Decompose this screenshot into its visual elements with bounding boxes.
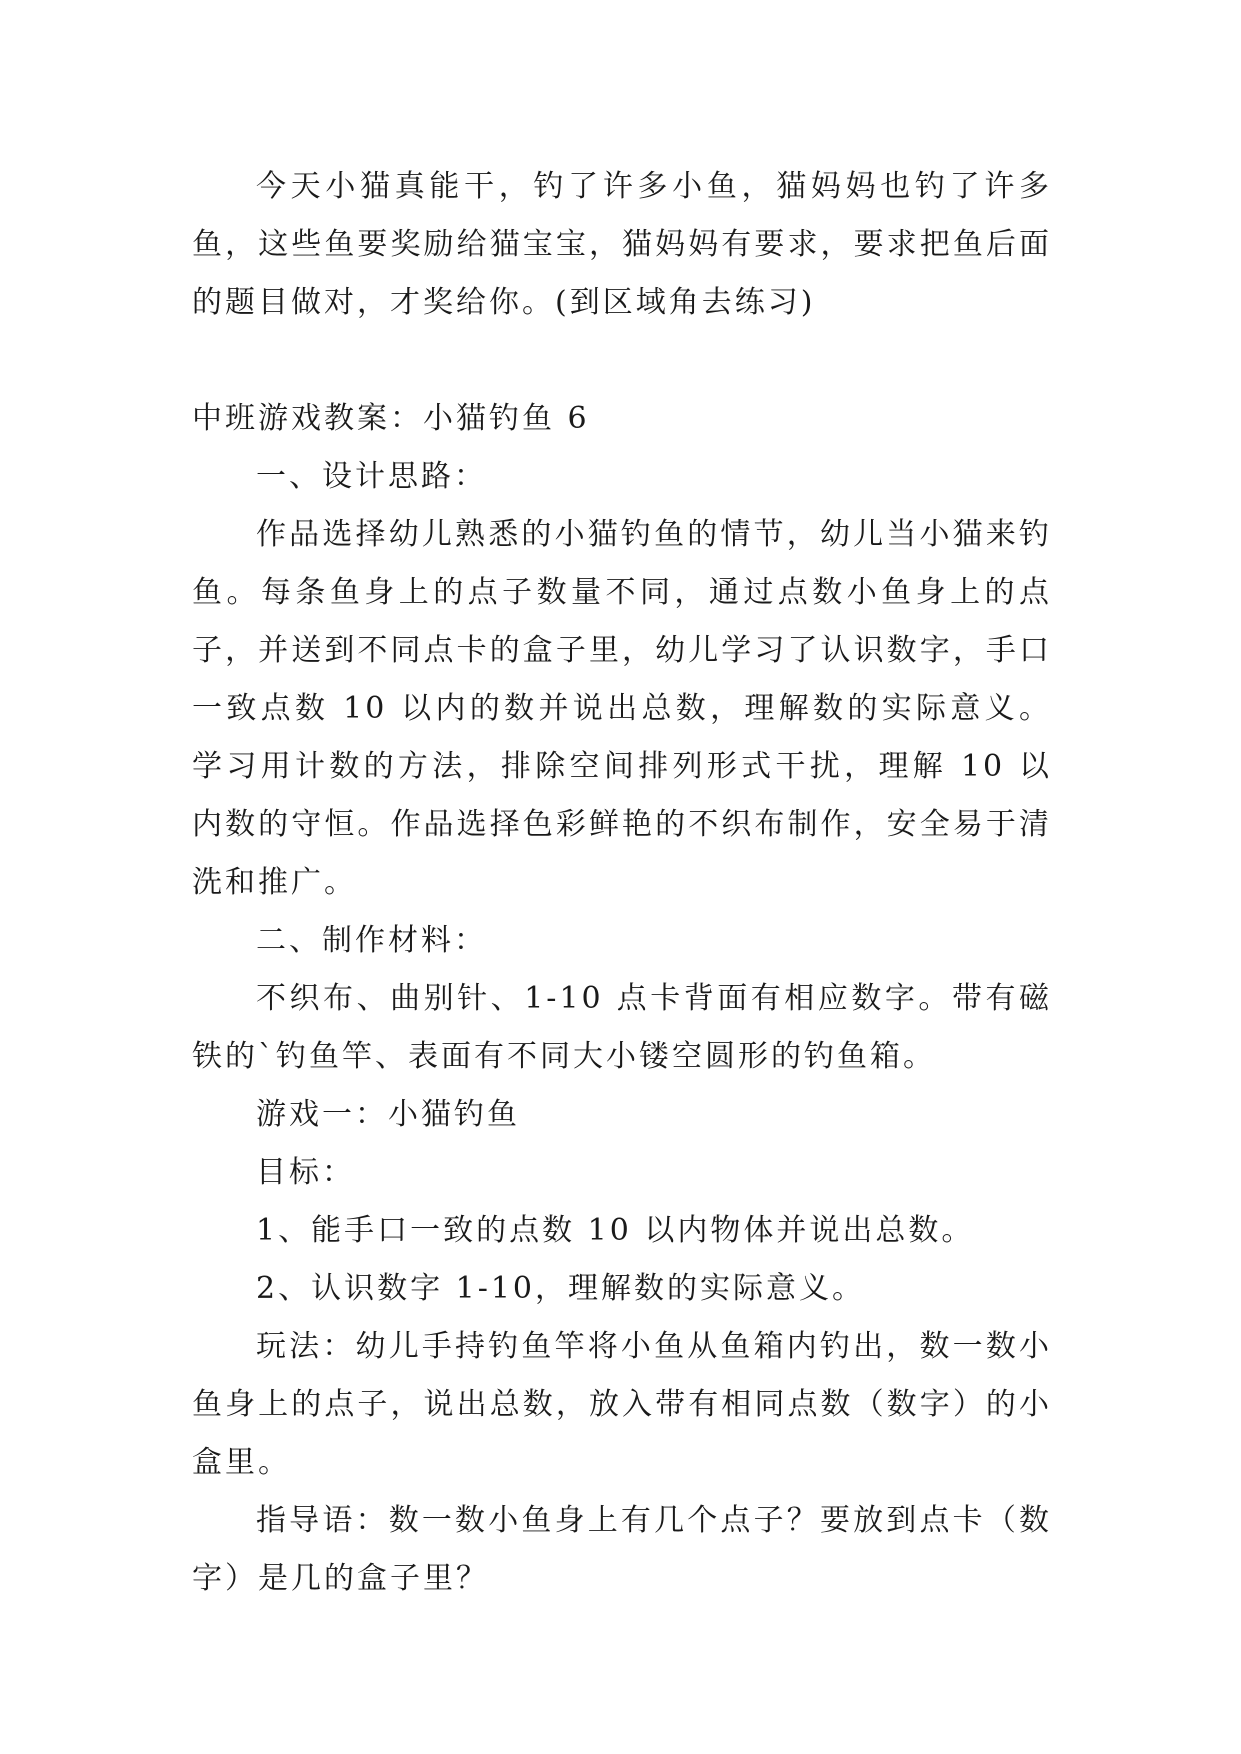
heading-game-one: 游戏一：小猫钓鱼 <box>256 1097 520 1132</box>
paragraph-how-to-play: 玩法：幼儿手持钓鱼竿将小鱼从鱼箱内钓出，数一数小鱼身上的点子，说出总数，放入带有相同点数（数字）的小盒里。 <box>192 1329 1052 1480</box>
paragraph-intro: 今天小猫真能干，钓了许多小鱼，猫妈妈也钓了许多鱼，这些鱼要奖励给猫宝宝，猫妈妈有要求，要求把鱼后面的题目做对，才奖给你。(到区域角去练习) <box>192 169 1052 320</box>
heading-goals: 目标： <box>256 1155 355 1190</box>
document-body <box>192 158 1052 1608</box>
paragraph-design-idea: 作品选择幼儿熟悉的小猫钓鱼的情节，幼儿当小猫来钓鱼。每条鱼身上的点子数量不同，通过点数小鱼身上的点子，并送到不同点卡的盒子里，幼儿学习了认识数字，手口一致点数 10 以内的数并说出总数，理解数的实际意义。学习用计数的方法，排除空间排列形式干扰，理解 10 以内数的守恒。作品选择色彩鲜艳的不织布制作，安全易于清洗和推广。 <box>192 517 1052 900</box>
goal-item-2: 2、认识数字 1-10，理解数的实际意义。 <box>256 1271 866 1306</box>
heading-materials: 二、制作材料： <box>256 923 487 958</box>
section-title: 中班游戏教案：小猫钓鱼 6 <box>192 401 590 436</box>
paragraph-guidance: 指导语：数一数小鱼身上有几个点子？要放到点卡（数字）是几的盒子里？ <box>192 1503 1052 1596</box>
heading-design-idea: 一、设计思路： <box>256 459 487 494</box>
goal-item-1: 1、能手口一致的点数 10 以内物体并说出总数。 <box>256 1213 975 1248</box>
paragraph-materials: 不织布、曲别针、1-10 点卡背面有相应数字。带有磁铁的`钓鱼竿、表面有不同大小镂空圆形的钓鱼箱。 <box>192 981 1052 1074</box>
paragraph-spacer <box>192 332 1052 390</box>
